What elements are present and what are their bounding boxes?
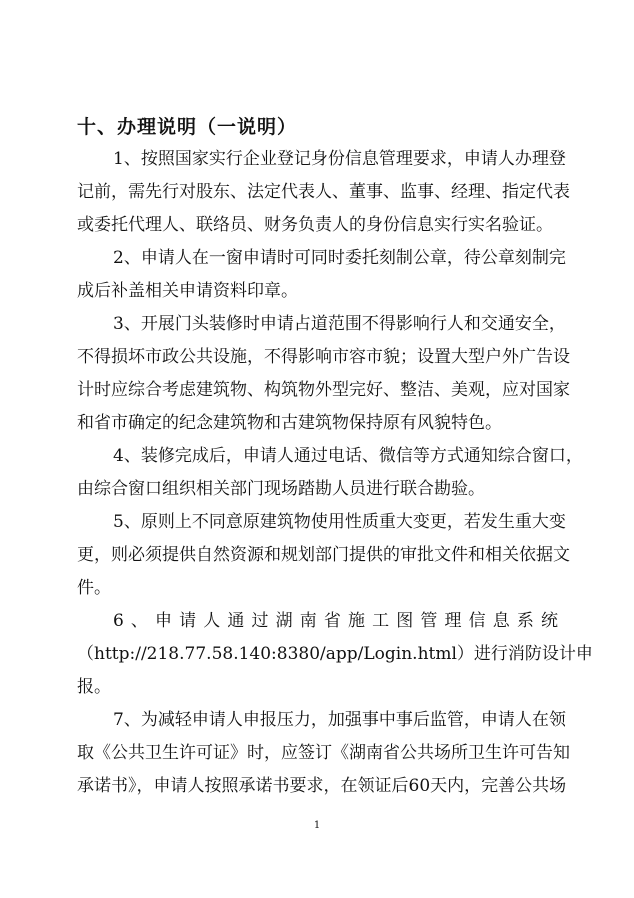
page-number: 1 bbox=[313, 820, 321, 831]
text-line: 5、原则上不同意原建筑物使用性质重大变更，若发生重大变 bbox=[113, 512, 566, 532]
text-line: 承诺书》，申请人按照承诺书要求，在领证后60天内，完善公共场 bbox=[77, 776, 567, 796]
text-line: 取《公共卫生许可证》时，应签订《湖南省公共场所卫生许可告知 bbox=[77, 743, 570, 763]
paragraph bbox=[77, 146, 570, 245]
text-line: 计时应综合考虑建筑物、构筑物外型完好、整洁、美观，应对国家 bbox=[77, 380, 570, 400]
text-line: （http://218.77.58.140:8380/app/Login.html）进行消防设计申 bbox=[77, 644, 593, 664]
text-line: 成后补盖相关申请资料印章。 bbox=[77, 281, 298, 301]
document-body bbox=[77, 146, 593, 806]
text-line: 6、申请人通过湖南省施工图管理信息系统 bbox=[113, 611, 558, 631]
paragraph bbox=[77, 707, 570, 806]
text-line: 或委托代理人、联络员、财务负责人的身份信息实行实名验证。 bbox=[77, 215, 553, 235]
section-heading: 十、办理说明（一说明） bbox=[77, 116, 298, 138]
text-line: 不得损坏市政公共设施，不得影响市容市貌；设置大型户外广告设 bbox=[77, 347, 570, 367]
text-line: 7、为减轻申请人申报压力，加强事中事后监管，申请人在领 bbox=[113, 710, 566, 730]
text-line: 1、按照国家实行企业登记身份信息管理要求，申请人办理登 bbox=[113, 149, 566, 169]
paragraph bbox=[77, 245, 566, 311]
text-line: 和省市确定的纪念建筑物和古建筑物保持原有风貌特色。 bbox=[77, 413, 502, 433]
paragraph bbox=[77, 509, 570, 608]
text-line: 3、开展门头装修时申请占道范围不得影响行人和交通安全， bbox=[113, 314, 566, 334]
text-line: 报。 bbox=[77, 677, 111, 697]
text-line: 4、装修完成后，申请人通过电话、微信等方式通知综合窗口， bbox=[113, 446, 583, 466]
text-line: 件。 bbox=[77, 578, 111, 598]
text-line: 更，则必须提供自然资源和规划部门提供的审批文件和相关依据文 bbox=[77, 545, 570, 565]
paragraph bbox=[77, 443, 583, 509]
text-line: 由综合窗口组织相关部门现场踏勘人员进行联合勘验。 bbox=[77, 479, 485, 499]
text-line: 2、申请人在一窗申请时可同时委托刻制公章，待公章刻制完 bbox=[113, 248, 566, 268]
paragraph bbox=[77, 608, 593, 707]
paragraph bbox=[77, 311, 570, 443]
text-line: 记前，需先行对股东、法定代表人、董事、监事、经理、指定代表 bbox=[77, 182, 570, 202]
